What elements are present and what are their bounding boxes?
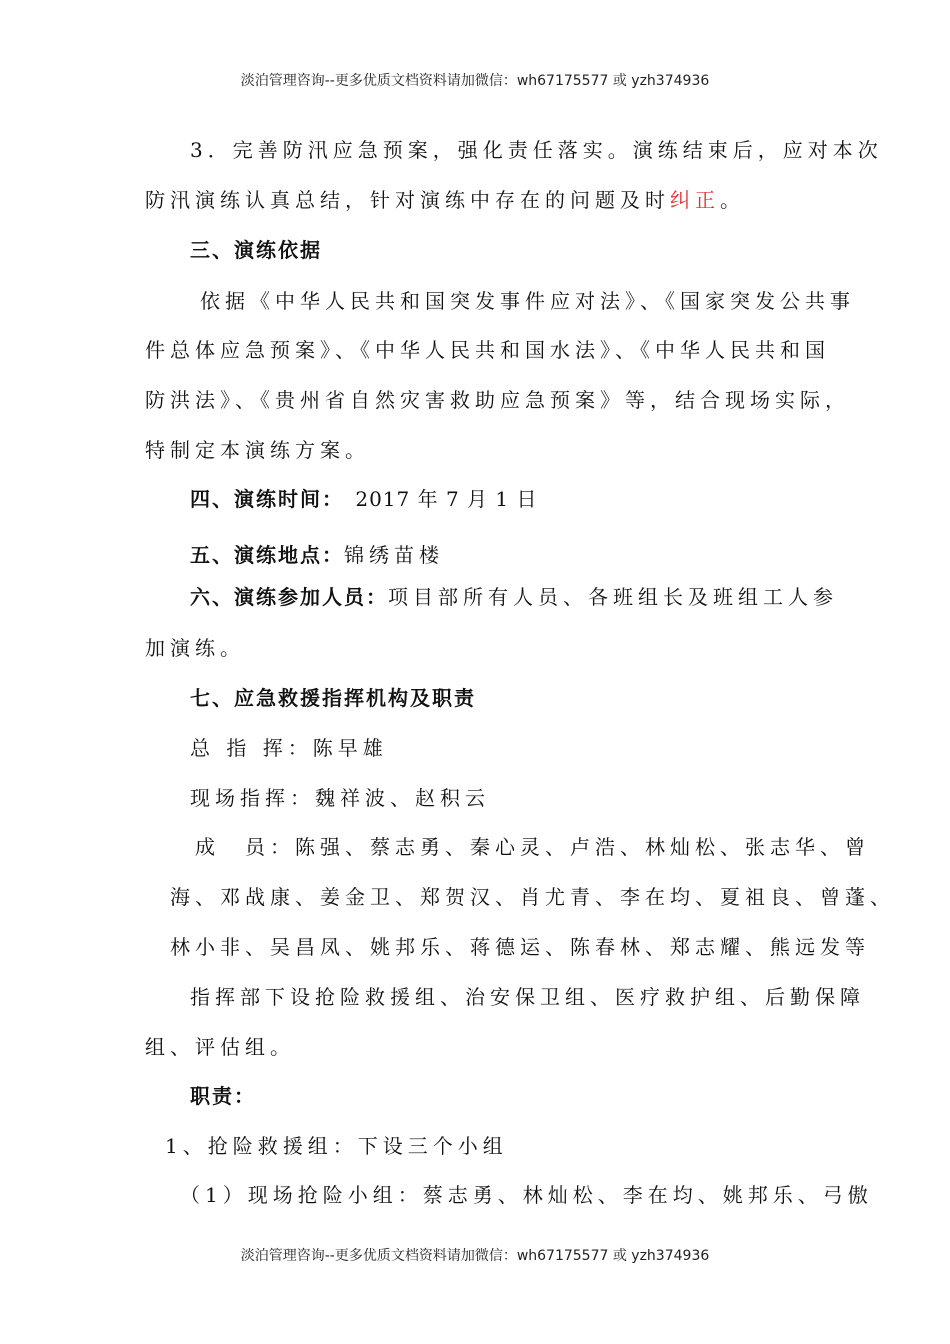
value: 锦绣苗楼 [344,543,444,567]
paragraph-line [145,186,745,214]
section-heading: 七、应急救援指挥机构及职责 [190,686,476,710]
paragraph-line: 林小非、吴昌凤、姚邦乐、蒋德运、陈春林、郑志耀、熊远发等 [170,935,870,959]
paragraph-line: 现场指挥：魏祥波、赵积云 [190,786,490,810]
paragraph-line: 3．完善防汛应急预案，强化责任落实。演练结束后，应对本次 [190,138,883,162]
value: 2017 年 7 月 1 日 [355,487,538,511]
paragraph-line: 加演练。 [145,636,245,660]
paragraph-line: （1）现场抢险小组：蔡志勇、林灿松、李在均、姚邦乐、弓傲 [180,1183,873,1207]
section-line [190,541,444,569]
section-heading: 六、演练参加人员： [190,585,388,609]
paragraph-line: 总 指 挥：陈早雄 [190,736,388,760]
paragraph-line: 防洪法》、《贵州省自然灾害救助应急预案》等，结合现场实际， [145,388,850,412]
section-heading: 四、演练时间： [190,487,344,511]
value: 项目部所有人员、各班组长及班组工人参 [388,585,838,609]
paragraph-line: 海、邓战康、姜金卫、郑贺汉、肖尤青、李在均、夏祖良、曾蓬、 [170,885,895,909]
paragraph-line: 成 员：陈强、蔡志勇、秦心灵、卢浩、林灿松、张志华、曾 [195,835,870,859]
paragraph-line: 特制定本演练方案。 [145,438,370,462]
page-footer: 淡泊管理咨询--更多优质文档资料请加微信：wh67175577 或 yzh374936 [240,1248,710,1264]
section-heading: 三、演练依据 [190,238,322,262]
paragraph-line: 依据《中华人民共和国突发事件应对法》、《国家突发公共事 [200,289,855,313]
section-heading: 五、演练地点： [190,543,344,567]
paragraph-line: 指挥部下设抢险救援组、治安保卫组、医疗救护组、后勤保障 [190,985,865,1009]
section-heading: 职责： [190,1084,256,1108]
section-line [190,583,838,611]
paragraph-line: 件总体应急预案》、《中华人民共和国水法》、《中华人民共和国 [145,338,830,362]
text: 防汛演练认真总结，针对演练中存在的问题及时 [145,188,670,212]
text: 。 [720,188,745,212]
section-line [190,485,538,513]
highlighted-text: 纠正 [670,188,720,212]
paragraph-line: 1、抢险救援组：下设三个小组 [165,1134,508,1158]
paragraph-line: 组、评估组。 [145,1035,295,1059]
page-header: 淡泊管理咨询--更多优质文档资料请加微信：wh67175577 或 yzh374936 [240,73,710,89]
